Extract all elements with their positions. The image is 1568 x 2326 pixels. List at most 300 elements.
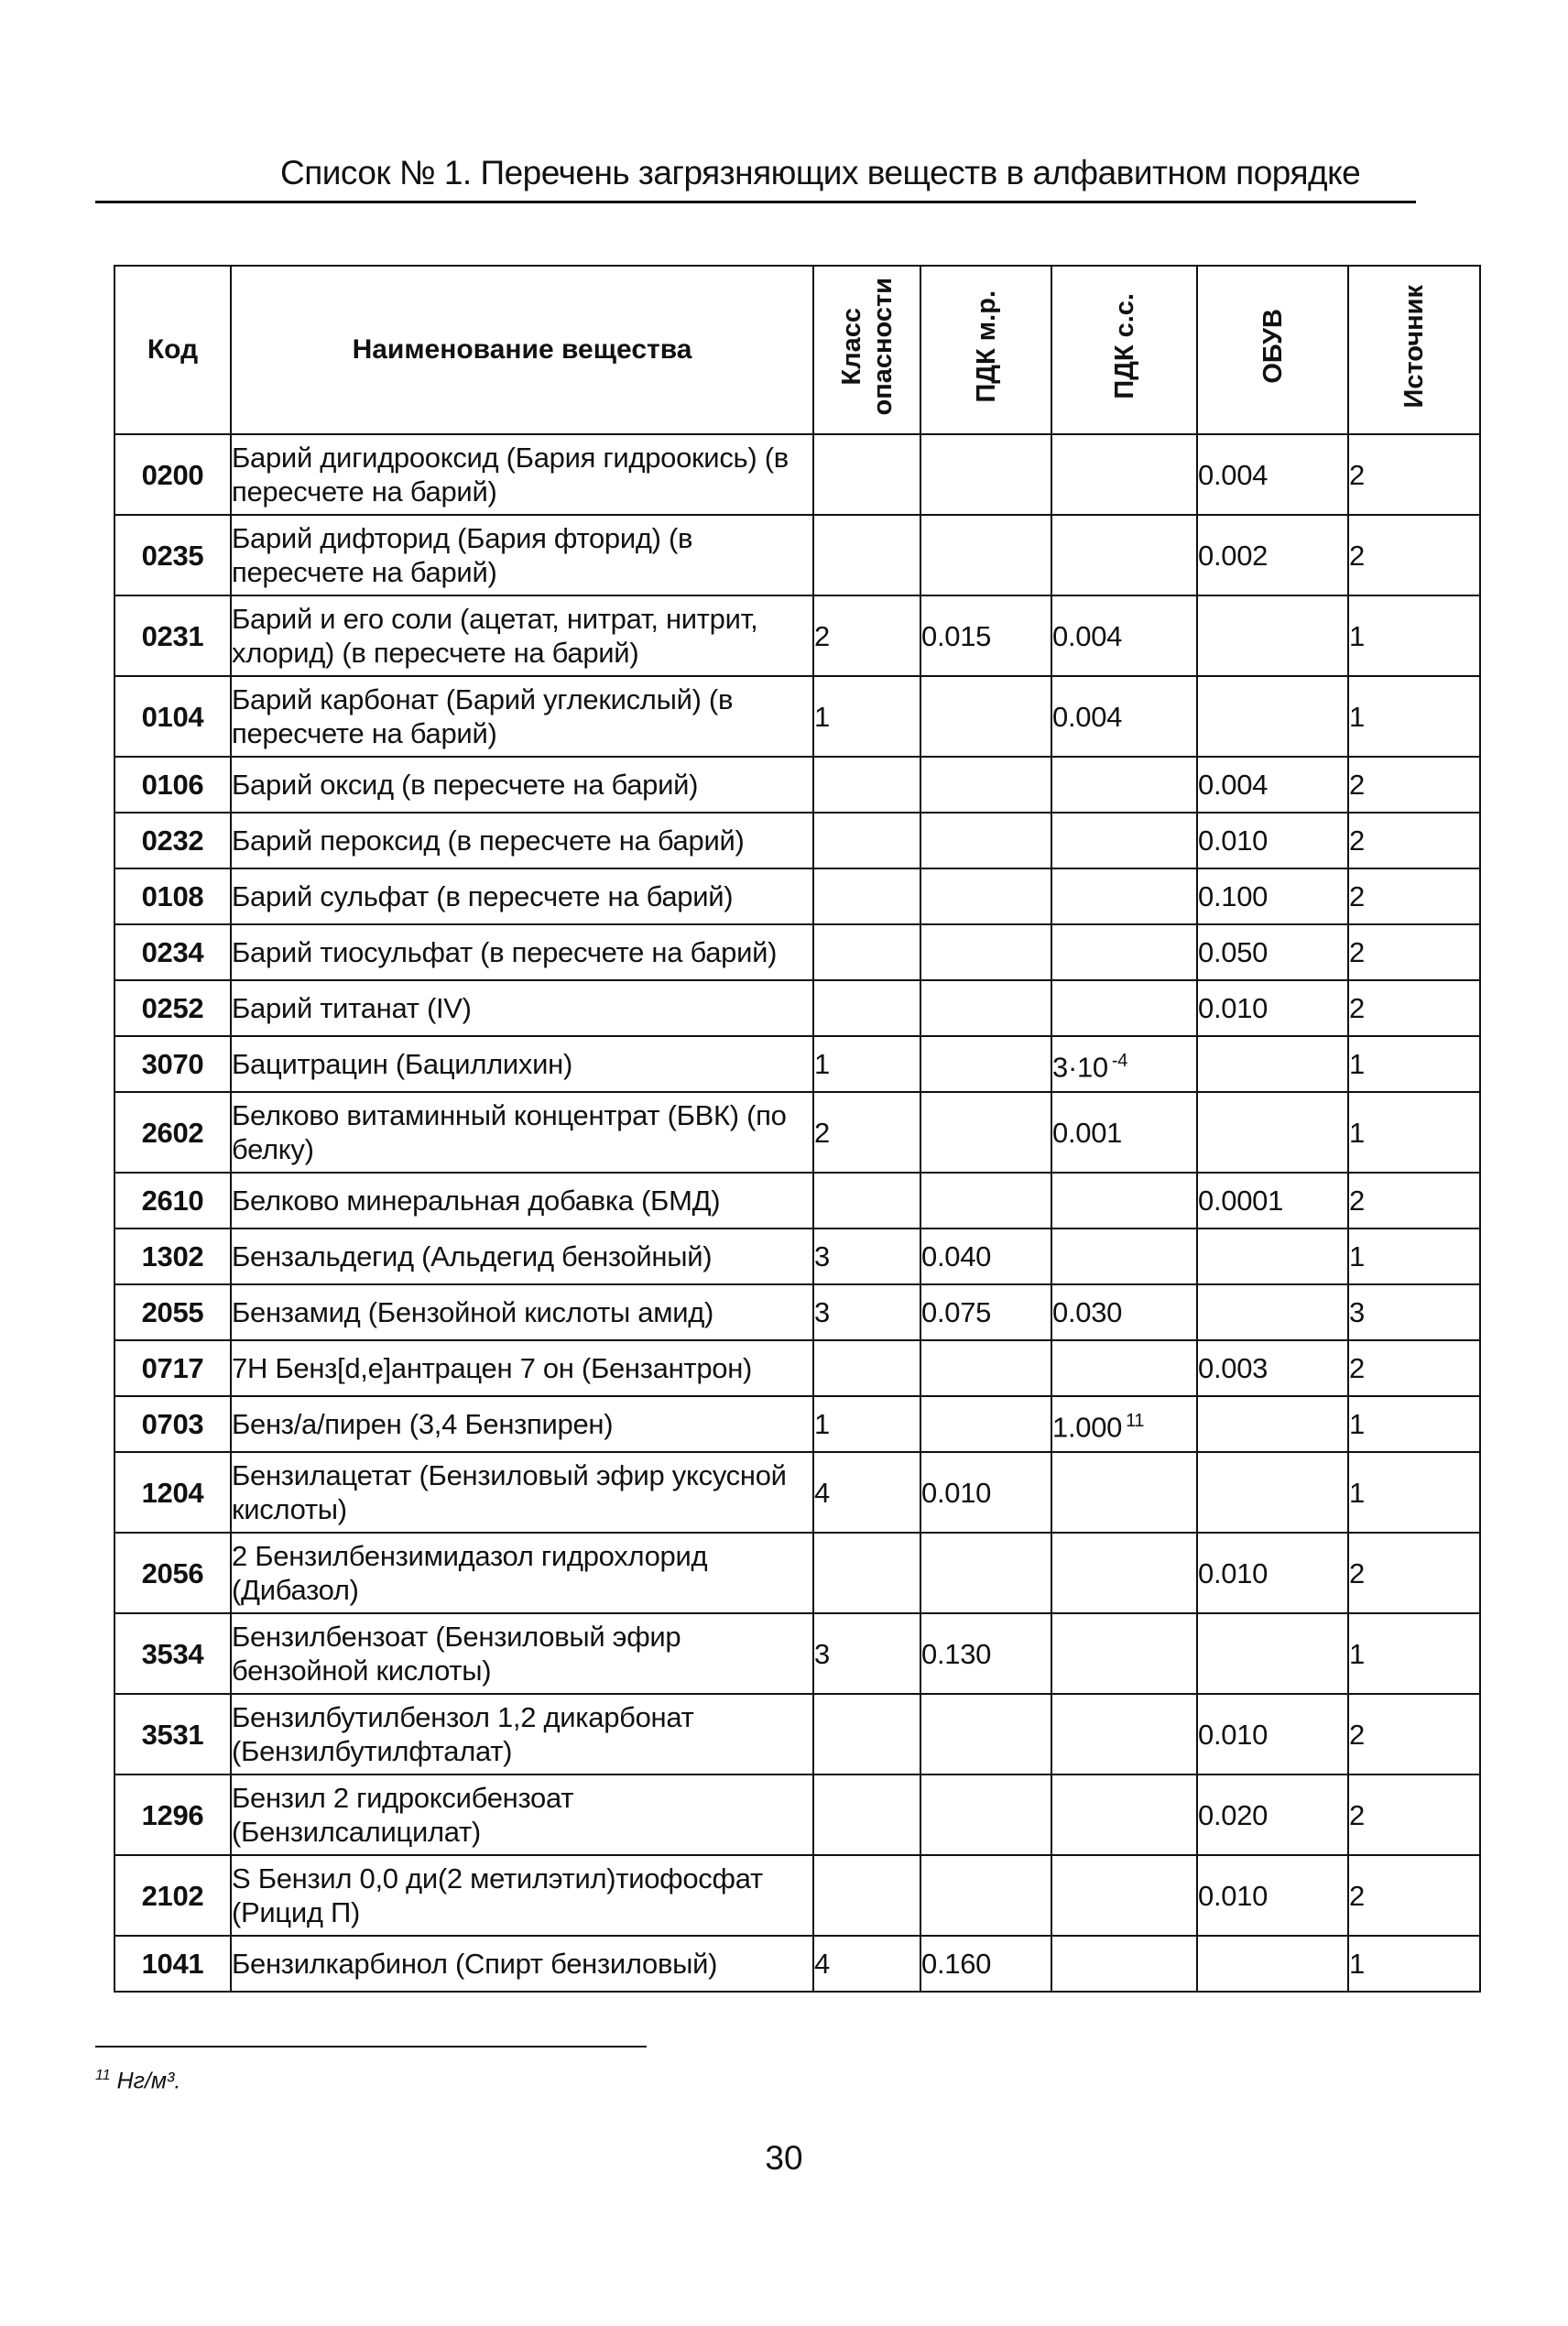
cell-obuv [1197, 1775, 1348, 1855]
cell-pdk-ss [1051, 1229, 1197, 1284]
cell-source [1348, 1036, 1480, 1092]
cell-name [231, 1533, 813, 1613]
cell-code [114, 1452, 231, 1533]
cell-class-text: 3 [814, 1637, 830, 1670]
cell-pdk-mr-text: 0.040 [921, 1240, 992, 1272]
cell-pdk-mr [920, 868, 1051, 924]
cell-source [1348, 1694, 1480, 1775]
cell-class-text: 4 [814, 1476, 830, 1509]
cell-pdk-mr [920, 515, 1051, 595]
substances-table [114, 265, 1481, 1993]
cell-code-text: 0717 [141, 1352, 204, 1384]
cell-source-text: 1 [1349, 1476, 1365, 1509]
cell-code [114, 980, 231, 1036]
cell-pdk-mr [920, 434, 1051, 515]
header-class-label: Класс опасности [836, 277, 898, 416]
cell-pdk-ss-text: 0.004 [1052, 700, 1123, 733]
cell-code [114, 813, 231, 868]
table-row [114, 757, 1480, 813]
cell-pdk-mr [920, 1452, 1051, 1533]
table-row [114, 676, 1480, 757]
cell-pdk-ss [1051, 595, 1197, 676]
cell-pdk-mr [920, 1613, 1051, 1694]
cell-name [231, 924, 813, 980]
table-row [114, 980, 1480, 1036]
cell-name-text: Бензилбутилбензол 1,2 дикарбонат (Бензилбутилфталат) [232, 1701, 694, 1767]
cell-code-text: 3070 [141, 1048, 204, 1080]
cell-code-text: 2055 [141, 1296, 204, 1328]
cell-pdk-ss [1051, 1694, 1197, 1775]
cell-pdk-ss [1051, 1092, 1197, 1173]
cell-pdk-mr [920, 1855, 1051, 1936]
cell-class [813, 676, 920, 757]
table-row [114, 1036, 1480, 1092]
cell-class [813, 1284, 920, 1340]
cell-obuv-text: 0.004 [1198, 769, 1269, 801]
cell-pdk-mr [920, 1775, 1051, 1855]
cell-code-text: 0234 [141, 936, 204, 968]
cell-class-text: 1 [814, 700, 830, 733]
table-row [114, 1694, 1480, 1775]
table-row [114, 1613, 1480, 1694]
cell-class [813, 980, 920, 1036]
cell-code-text: 2602 [141, 1116, 204, 1149]
cell-obuv [1197, 434, 1348, 515]
cell-name [231, 1092, 813, 1173]
cell-class [813, 1396, 920, 1452]
cell-class-text: 4 [814, 1948, 830, 1980]
header-source [1348, 266, 1480, 434]
cell-class [813, 1533, 920, 1613]
cell-code-text: 0104 [141, 700, 204, 733]
cell-obuv-text: 0.002 [1198, 539, 1269, 572]
cell-name [231, 595, 813, 676]
cell-obuv-text: 0.010 [1198, 992, 1269, 1024]
cell-class [813, 595, 920, 676]
header-pdk-ss [1051, 266, 1197, 434]
cell-source-text: 2 [1349, 1556, 1365, 1589]
cell-source-text: 2 [1349, 824, 1365, 857]
cell-name [231, 1936, 813, 1992]
cell-name [231, 1173, 813, 1229]
cell-name-text: Бенз/а/пирен (3,4 Бензпирен) [232, 1408, 614, 1440]
cell-name-text: Барий и его соли (ацетат, нитрат, нитрит, хлорид) (в пересчете на барий) [232, 603, 758, 669]
cell-name-text: Бензамид (Бензойной кислоты амид) [232, 1296, 714, 1328]
cell-source [1348, 1533, 1480, 1613]
table-row [114, 1092, 1480, 1173]
cell-source-text: 2 [1349, 936, 1365, 968]
cell-pdk-mr [920, 676, 1051, 757]
header-pdk-ss-label: ПДК с.с. [1109, 293, 1139, 399]
cell-pdk-ss [1051, 515, 1197, 595]
cell-class [813, 434, 920, 515]
cell-name [231, 515, 813, 595]
cell-obuv [1197, 1173, 1348, 1229]
cell-class [813, 1936, 920, 1992]
cell-class-text: 3 [814, 1296, 830, 1328]
cell-pdk-ss [1051, 1036, 1197, 1092]
cell-pdk-ss [1051, 980, 1197, 1036]
cell-source [1348, 434, 1480, 515]
cell-code [114, 924, 231, 980]
cell-name [231, 1613, 813, 1694]
title-rule [95, 201, 1416, 203]
cell-source [1348, 813, 1480, 868]
cell-obuv [1197, 1452, 1348, 1533]
cell-name [231, 676, 813, 757]
cell-pdk-ss [1051, 1855, 1197, 1936]
cell-pdk-mr [920, 1340, 1051, 1396]
cell-pdk-mr [920, 1036, 1051, 1092]
cell-code [114, 1936, 231, 1992]
cell-name-text: Белково минеральная добавка (БМД) [232, 1185, 721, 1217]
cell-code-text: 1296 [141, 1798, 204, 1831]
cell-source-text: 2 [1349, 769, 1365, 801]
cell-source [1348, 1284, 1480, 1340]
cell-source [1348, 1613, 1480, 1694]
cell-name-text: Барий оксид (в пересчете на барий) [232, 769, 699, 801]
cell-code [114, 1092, 231, 1173]
cell-pdk-mr [920, 1936, 1051, 1992]
cell-name-text: Барий пероксид (в пересчете на барий) [232, 824, 745, 857]
cell-class-text: 1 [814, 1408, 830, 1440]
cell-name-text: Бензилкарбинол (Спирт бензиловый) [232, 1948, 718, 1980]
cell-name-text: S Бензил 0,0 ди(2 метилэтил)тиофосфат (Рицид П) [232, 1862, 763, 1928]
cell-name [231, 1855, 813, 1936]
cell-code [114, 1533, 231, 1613]
cell-source [1348, 924, 1480, 980]
cell-code-text: 2102 [141, 1879, 204, 1912]
cell-obuv [1197, 980, 1348, 1036]
cell-code [114, 1284, 231, 1340]
cell-source [1348, 868, 1480, 924]
header-obuv-label: ОБУВ [1258, 309, 1288, 384]
cell-code [114, 1229, 231, 1284]
cell-class [813, 1092, 920, 1173]
cell-pdk-mr [920, 980, 1051, 1036]
cell-class-text: 1 [814, 1048, 830, 1080]
cell-obuv [1197, 1092, 1348, 1173]
cell-obuv-text: 0.010 [1198, 1556, 1269, 1589]
cell-pdk-ss-superscript: 11 [1126, 1410, 1145, 1431]
cell-source [1348, 757, 1480, 813]
cell-source [1348, 1173, 1480, 1229]
cell-source-text: 1 [1349, 619, 1365, 652]
cell-name-text: Бензальдегид (Альдегид бензойный) [232, 1240, 713, 1272]
table-header-row [114, 266, 1480, 434]
cell-pdk-ss-text: 0.030 [1052, 1296, 1123, 1328]
cell-class [813, 1775, 920, 1855]
cell-obuv-text: 0.004 [1198, 458, 1269, 491]
cell-class [813, 757, 920, 813]
cell-class [813, 515, 920, 595]
cell-name-text: 2 Бензилбензимидазол гидрохлорид (Дибазол) [232, 1540, 708, 1606]
cell-code [114, 1694, 231, 1775]
cell-name [231, 813, 813, 868]
cell-name [231, 1036, 813, 1092]
cell-obuv [1197, 924, 1348, 980]
cell-source-text: 2 [1349, 458, 1365, 491]
cell-pdk-mr [920, 1229, 1051, 1284]
cell-code-text: 2610 [141, 1185, 204, 1217]
cell-name [231, 980, 813, 1036]
cell-source-text: 2 [1349, 1718, 1365, 1751]
header-obuv [1197, 266, 1348, 434]
cell-name-text: Бацитрацин (Бациллихин) [232, 1048, 572, 1080]
table-row [114, 1855, 1480, 1936]
cell-obuv [1197, 1694, 1348, 1775]
cell-obuv-text: 0.010 [1198, 1718, 1269, 1751]
cell-source-text: 2 [1349, 1352, 1365, 1384]
header-name: Наименование вещества [231, 266, 813, 434]
cell-name-text: Барий титанат (IV) [232, 992, 472, 1024]
cell-code-text: 3531 [141, 1718, 204, 1751]
cell-name [231, 1396, 813, 1452]
cell-name-text: Барий карбонат (Барий углекислый) (в пересчете на барий) [232, 683, 734, 749]
cell-name-text: Барий дифторид (Бария фторид) (в пересчете на барий) [232, 522, 693, 588]
cell-obuv [1197, 1613, 1348, 1694]
cell-source [1348, 980, 1480, 1036]
cell-obuv [1197, 1533, 1348, 1613]
cell-code [114, 434, 231, 515]
cell-code-text: 1204 [141, 1476, 204, 1509]
cell-name [231, 1694, 813, 1775]
cell-source-text: 2 [1349, 1879, 1365, 1912]
cell-code [114, 515, 231, 595]
cell-source [1348, 676, 1480, 757]
cell-code-text: 0231 [141, 619, 204, 652]
page-title: Список № 1. Перечень загрязняющих веществ в алфавитном порядке [280, 154, 1361, 191]
cell-source-text: 1 [1349, 1240, 1365, 1272]
cell-code-text: 1302 [141, 1240, 204, 1272]
cell-obuv-text: 0.010 [1198, 1879, 1269, 1912]
cell-pdk-mr [920, 1533, 1051, 1613]
cell-source [1348, 1340, 1480, 1396]
cell-obuv [1197, 1229, 1348, 1284]
cell-code [114, 676, 231, 757]
cell-class [813, 1229, 920, 1284]
cell-class [813, 1452, 920, 1533]
cell-name [231, 1340, 813, 1396]
cell-name [231, 1775, 813, 1855]
cell-obuv [1197, 868, 1348, 924]
page-number: 30 [765, 2139, 803, 2177]
cell-source-text: 1 [1349, 700, 1365, 733]
table-row [114, 515, 1480, 595]
cell-source-text: 1 [1349, 1048, 1365, 1080]
cell-pdk-mr [920, 1173, 1051, 1229]
table-row [114, 434, 1480, 515]
cell-pdk-mr-text: 0.015 [921, 619, 992, 652]
cell-pdk-ss [1051, 434, 1197, 515]
cell-code-text: 0235 [141, 539, 204, 572]
cell-source [1348, 515, 1480, 595]
cell-name-text: Бензилацетат (Бензиловый эфир уксусной кислоты) [232, 1459, 787, 1525]
cell-code-text: 3534 [141, 1637, 204, 1670]
cell-source [1348, 1452, 1480, 1533]
cell-source-text: 2 [1349, 1798, 1365, 1831]
cell-obuv [1197, 1340, 1348, 1396]
table-row [114, 1775, 1480, 1855]
cell-pdk-ss [1051, 1340, 1197, 1396]
cell-pdk-ss [1051, 924, 1197, 980]
cell-obuv-text: 0.100 [1198, 880, 1269, 912]
cell-obuv [1197, 813, 1348, 868]
cell-code [114, 1036, 231, 1092]
cell-name-text: Бензил 2 гидроксибензоат (Бензилсалицилат) [232, 1782, 574, 1848]
cell-pdk-ss [1051, 1533, 1197, 1613]
cell-name [231, 1452, 813, 1533]
cell-pdk-ss [1051, 676, 1197, 757]
cell-pdk-mr [920, 595, 1051, 676]
cell-name-text: Барий тиосульфат (в пересчете на барий) [232, 936, 778, 968]
table-row [114, 1229, 1480, 1284]
cell-code-text: 2056 [141, 1556, 204, 1589]
cell-source-text: 2 [1349, 880, 1365, 912]
cell-code [114, 595, 231, 676]
table-row [114, 868, 1480, 924]
cell-source-text: 2 [1349, 539, 1365, 572]
table-row [114, 1284, 1480, 1340]
table-row [114, 1452, 1480, 1533]
cell-source [1348, 1775, 1480, 1855]
cell-obuv [1197, 1936, 1348, 1992]
cell-obuv-text: 0.003 [1198, 1352, 1269, 1384]
cell-pdk-ss [1051, 1936, 1197, 1992]
table-row [114, 1936, 1480, 1992]
cell-pdk-ss [1051, 868, 1197, 924]
cell-class [813, 924, 920, 980]
table-row [114, 924, 1480, 980]
cell-source [1348, 595, 1480, 676]
cell-obuv [1197, 595, 1348, 676]
cell-obuv-text: 0.050 [1198, 936, 1269, 968]
cell-pdk-ss [1051, 813, 1197, 868]
cell-pdk-ss-text: 0.004 [1052, 619, 1123, 652]
cell-code [114, 1173, 231, 1229]
cell-source-text: 1 [1349, 1408, 1365, 1440]
cell-name-text: Бензилбензоат (Бензиловый эфир бензойной кислоты) [232, 1621, 681, 1687]
cell-pdk-ss-text: 0.001 [1052, 1116, 1123, 1149]
cell-pdk-ss [1051, 1452, 1197, 1533]
cell-pdk-mr-text: 0.130 [921, 1637, 992, 1670]
footnote-mark: 11 [95, 2068, 111, 2083]
cell-name [231, 434, 813, 515]
cell-pdk-ss [1051, 757, 1197, 813]
cell-code [114, 1613, 231, 1694]
cell-pdk-mr-text: 0.010 [921, 1476, 992, 1509]
cell-code [114, 868, 231, 924]
cell-name [231, 868, 813, 924]
cell-code [114, 1855, 231, 1936]
cell-source-text: 3 [1349, 1296, 1365, 1328]
cell-source [1348, 1229, 1480, 1284]
cell-code-text: 0108 [141, 880, 204, 912]
cell-source [1348, 1936, 1480, 1992]
cell-name-text: Белково витаминный концентрат (БВК) (по белку) [232, 1099, 787, 1165]
header-pdk-mr-label: ПДК м.р. [971, 289, 1001, 403]
cell-pdk-mr [920, 1694, 1051, 1775]
cell-pdk-ss [1051, 1284, 1197, 1340]
table-row [114, 1396, 1480, 1452]
cell-class-text: 2 [814, 619, 830, 652]
cell-name-text: Барий дигидрооксид (Бария гидроокись) (в пересчете на барий) [232, 442, 789, 508]
cell-code [114, 1396, 231, 1452]
cell-class [813, 1855, 920, 1936]
cell-source-text: 1 [1349, 1637, 1365, 1670]
cell-name [231, 757, 813, 813]
table-row [114, 1173, 1480, 1229]
cell-pdk-mr [920, 924, 1051, 980]
footnote [95, 2068, 180, 2094]
cell-class [813, 1613, 920, 1694]
header-code: Код [114, 266, 231, 434]
header-pdk-mr [920, 266, 1051, 434]
cell-obuv [1197, 1855, 1348, 1936]
cell-source-text: 1 [1349, 1948, 1365, 1980]
cell-pdk-ss [1051, 1396, 1197, 1452]
header-class [813, 266, 920, 434]
cell-class [813, 1694, 920, 1775]
cell-source-text: 2 [1349, 1185, 1365, 1217]
cell-pdk-mr [920, 757, 1051, 813]
table-body [114, 434, 1480, 1992]
footnote-rule [95, 2046, 647, 2048]
cell-obuv [1197, 1036, 1348, 1092]
cell-code-text: 0252 [141, 992, 204, 1024]
table-row [114, 813, 1480, 868]
cell-name-text: Барий сульфат (в пересчете на барий) [232, 880, 734, 912]
cell-code [114, 1340, 231, 1396]
cell-obuv-text: 0.0001 [1198, 1185, 1284, 1217]
cell-class [813, 1036, 920, 1092]
cell-code-text: 0106 [141, 769, 204, 801]
cell-pdk-mr [920, 1396, 1051, 1452]
cell-pdk-ss-superscript: -4 [1111, 1050, 1128, 1071]
cell-obuv-text: 0.010 [1198, 824, 1269, 857]
cell-pdk-ss [1051, 1173, 1197, 1229]
cell-code-text: 0703 [141, 1408, 204, 1440]
cell-obuv [1197, 757, 1348, 813]
cell-pdk-mr-text: 0.075 [921, 1296, 992, 1328]
cell-pdk-ss [1051, 1613, 1197, 1694]
cell-obuv-text: 0.020 [1198, 1798, 1269, 1831]
cell-pdk-ss-text: 1.000 [1052, 1411, 1123, 1444]
cell-code-text: 0200 [141, 458, 204, 491]
table-row [114, 1533, 1480, 1613]
cell-obuv [1197, 1284, 1348, 1340]
cell-name [231, 1284, 813, 1340]
cell-name [231, 1229, 813, 1284]
cell-code-text: 0232 [141, 824, 204, 857]
table-row [114, 595, 1480, 676]
cell-obuv [1197, 676, 1348, 757]
cell-class [813, 868, 920, 924]
cell-pdk-mr [920, 1092, 1051, 1173]
cell-source [1348, 1092, 1480, 1173]
cell-code [114, 757, 231, 813]
cell-class [813, 813, 920, 868]
cell-class [813, 1340, 920, 1396]
cell-source [1348, 1855, 1480, 1936]
cell-code [114, 1775, 231, 1855]
footnote-text: Нг/м³. [116, 2068, 181, 2094]
cell-class-text: 3 [814, 1240, 830, 1272]
cell-pdk-ss-text: 3·10 [1052, 1051, 1108, 1084]
cell-pdk-mr-text: 0.160 [921, 1948, 992, 1980]
cell-code-text: 1041 [141, 1948, 204, 1980]
cell-source-text: 1 [1349, 1116, 1365, 1149]
